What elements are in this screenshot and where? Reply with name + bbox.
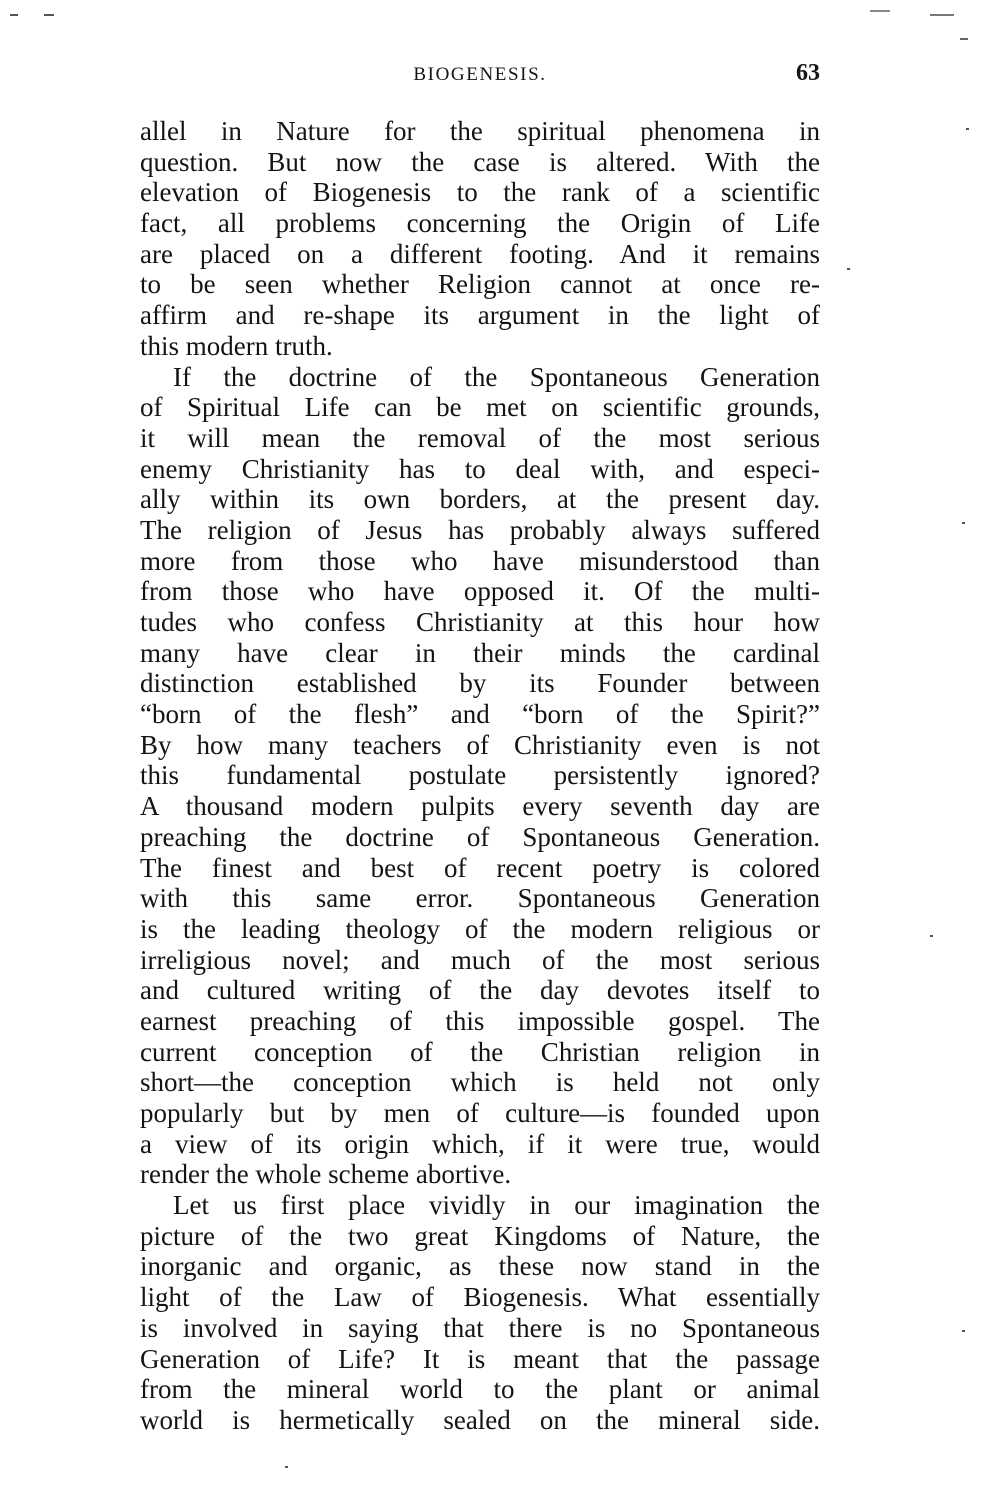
text-line: this modern truth. <box>140 330 333 361</box>
text-line: By how many teachers of Christianity even is not <box>140 729 820 760</box>
text-line: from the mineral world to the plant or animal <box>140 1374 820 1405</box>
text-line: and cultured writing of the day devotes itself to <box>140 975 820 1006</box>
text-line: of Spiritual Life can be met on scientific grounds, <box>140 392 820 423</box>
text-line: tudes who confess Christianity at this hour how <box>140 607 820 637</box>
text-line: this fundamental postulate persistently ignored? <box>140 760 820 791</box>
scan-speck <box>870 10 890 12</box>
text-line: affirm and re-shape its argument in the light of <box>140 300 820 331</box>
text-line: many have clear in their minds the cardinal <box>140 637 820 668</box>
paragraph <box>140 362 820 1191</box>
text-line: If the doctrine of the Spontaneous Generation <box>173 361 820 392</box>
text-line: ally within its own borders, at the present day. <box>140 484 820 515</box>
text-line: “born of the flesh” and “born of the Spirit?” <box>140 699 820 730</box>
text-line: allel in Nature for the spiritual phenomena in <box>140 116 820 146</box>
text-line: picture of the two great Kingdoms of Nature, the <box>140 1220 820 1251</box>
running-title: BIOGENESIS. <box>413 64 547 85</box>
text-line: a view of its origin which, if it were true, would <box>140 1128 820 1159</box>
text-line: The finest and best of recent poetry is colored <box>140 852 820 883</box>
text-line: current conception of the Christian religion in <box>140 1036 820 1067</box>
text-line: question. But now the case is altered. With the <box>140 146 820 177</box>
page-number: 63 <box>796 60 820 86</box>
scan-speck <box>10 14 18 16</box>
text-line: The religion of Jesus has probably always suffered <box>140 514 820 545</box>
text-line: irreligious novel; and much of the most serious <box>140 944 820 975</box>
text-line: are placed on a different footing. And it remains <box>140 238 820 269</box>
text-line: A thousand modern pulpits every seventh day are <box>140 791 820 822</box>
body-text <box>140 116 820 1436</box>
text-line: light of the Law of Biogenesis. What essentially <box>140 1282 820 1313</box>
text-line: distinction established by its Founder between <box>140 668 820 699</box>
paragraph <box>140 116 820 362</box>
text-line: it will mean the removal of the most serious <box>140 422 820 453</box>
text-line: enemy Christianity has to deal with, and especi- <box>140 453 820 484</box>
text-line: elevation of Biogenesis to the rank of a scientific <box>140 177 820 208</box>
text-line: Generation of Life? It is meant that the passage <box>140 1343 820 1374</box>
text-line: short—the conception which is held not only <box>140 1067 820 1098</box>
scan-speck <box>962 522 965 524</box>
scan-speck <box>847 268 850 270</box>
running-head <box>140 60 820 90</box>
text-line: more from those who have misunderstood than <box>140 545 820 576</box>
scan-speck <box>44 14 54 16</box>
text-line: fact, all problems concerning the Origin of Life <box>140 208 820 239</box>
paragraph <box>140 1190 820 1436</box>
text-line: from those who have opposed it. Of the multi- <box>140 576 820 607</box>
scan-speck <box>960 38 968 40</box>
text-line: earnest preaching of this impossible gospel. The <box>140 1005 820 1036</box>
text-line: Let us first place vividly in our imagination the <box>173 1190 820 1221</box>
text-line: world is hermetically sealed on the mineral side. <box>140 1404 820 1435</box>
scan-speck <box>930 935 933 937</box>
text-line: is the leading theology of the modern religious or <box>140 913 820 944</box>
text-line: with this same error. Spontaneous Generation <box>140 883 820 914</box>
text-line: is involved in saying that there is no Spontaneous <box>140 1312 820 1343</box>
text-line: render the whole scheme abortive. <box>140 1159 512 1190</box>
text-line: preaching the doctrine of Spontaneous Generation. <box>140 821 820 852</box>
text-line: to be seen whether Religion cannot at once re- <box>140 269 820 300</box>
scan-speck <box>930 14 954 16</box>
scan-speck <box>962 1330 965 1332</box>
text-line: popularly but by men of culture—is founded upon <box>140 1098 820 1128</box>
scan-speck <box>966 128 969 130</box>
scan-speck <box>285 1466 288 1468</box>
text-line: inorganic and organic, as these now stand in the <box>140 1251 820 1282</box>
